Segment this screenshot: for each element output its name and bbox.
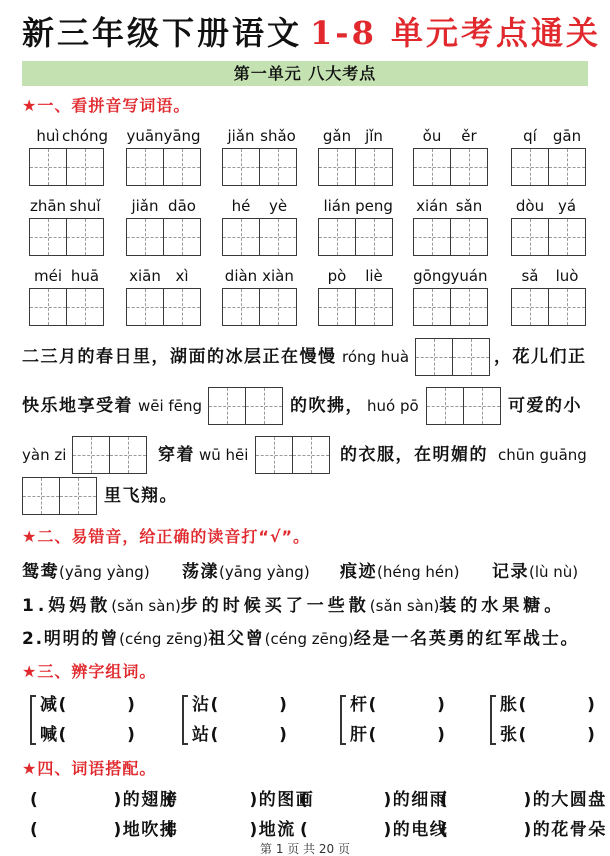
pinyin-syllable: liè <box>365 267 383 285</box>
pinyin-syllable: yuān <box>126 127 164 145</box>
writing-box-pair <box>415 338 490 376</box>
unit-banner: 第一单元 八大考点 <box>22 61 588 86</box>
bracket <box>30 695 36 745</box>
collocation-item: ( )地吹拂 <box>30 820 179 840</box>
writing-box <box>292 436 330 474</box>
passage-pinyin: chūn guāng <box>498 446 587 464</box>
passage-text: 穿着 <box>158 445 195 465</box>
passage-text: ，花儿们正 <box>494 347 587 367</box>
writing-box <box>548 218 586 256</box>
page-number: 第 1 页 共 20 页 <box>260 842 350 856</box>
writing-box <box>413 288 451 326</box>
writing-box <box>413 148 451 186</box>
pinyin-syllable: gōng <box>413 267 451 285</box>
pinyin-word-item <box>413 196 488 258</box>
word: 记录 <box>492 562 529 582</box>
pinyin-syllable: sǎn <box>455 197 483 215</box>
writing-box-pair <box>426 387 501 425</box>
word-group-item: 喊( ) <box>40 725 137 745</box>
pinyin-options: (céng zēng) <box>264 630 354 648</box>
pinyin-syllable: sǎ <box>521 267 539 285</box>
collocation-item: ( )的电线 <box>300 820 449 840</box>
collocation-item: ( )的大圆盘 <box>440 790 607 810</box>
pinyin-syllable: ǒu <box>422 127 442 145</box>
section-2-heading: ★二、易错音，给正确的读音打“√”。 <box>22 527 311 546</box>
pinyin-options: (yāng yàng) <box>59 563 150 581</box>
writing-box <box>163 148 201 186</box>
pinyin-syllable: yuán <box>450 267 488 285</box>
writing-box <box>109 436 147 474</box>
collocation-item: ( )地流 <box>166 820 296 840</box>
passage-pinyin: yàn zi <box>22 446 67 464</box>
writing-box <box>66 148 104 186</box>
pinyin-options: (sǎn sàn) <box>369 597 440 615</box>
writing-box <box>29 148 67 186</box>
pinyin-options: (héng hén) <box>377 563 460 581</box>
pinyin-syllable: gān <box>552 127 582 145</box>
pinyin-word-item <box>511 196 586 258</box>
pinyin-syllable: jiǎn <box>227 127 255 145</box>
sentence-text: 步的时候买了一些散 <box>180 596 370 616</box>
pinyin-word-item <box>511 266 586 328</box>
word-group-item: 胀( ) <box>500 695 597 715</box>
pinyin-syllable: shuǐ <box>69 197 101 215</box>
pinyin-syllable: pò <box>327 267 347 285</box>
writing-box <box>413 218 451 256</box>
pinyin-word-item <box>222 126 297 188</box>
sentence-text: 2.明明的曾 <box>22 629 120 649</box>
pinyin-syllable: xì <box>175 267 189 285</box>
sentence-text: 经是一名英勇的红军战士。 <box>353 629 580 649</box>
writing-box <box>548 148 586 186</box>
passage-text: 二三月的春日里，湖面的冰层正在慢慢 <box>22 347 337 367</box>
sentence-text: 祖父曾 <box>208 629 265 649</box>
writing-box <box>355 148 393 186</box>
pronunciation-item <box>182 561 310 583</box>
passage-text: 的吹拂， <box>290 396 364 416</box>
pinyin-word-item <box>126 126 201 188</box>
writing-box <box>259 148 297 186</box>
writing-box <box>426 387 464 425</box>
writing-box <box>511 288 549 326</box>
section-3-heading: ★三、辨字组词。 <box>22 662 157 681</box>
writing-box-pair <box>208 387 283 425</box>
pinyin-syllable: diàn <box>224 267 258 285</box>
pinyin-word-item <box>413 126 488 188</box>
sentence-text: 装的水果糖。 <box>439 596 566 616</box>
writing-box <box>163 218 201 256</box>
writing-box <box>66 288 104 326</box>
pinyin-options: (lù nù) <box>529 563 579 581</box>
writing-box <box>355 288 393 326</box>
pinyin-syllable: luò <box>555 267 579 285</box>
pinyin-options: (yāng yàng) <box>219 563 310 581</box>
passage-text: 可爱的小 <box>508 396 582 416</box>
writing-box <box>59 477 97 515</box>
pinyin-syllable: huì <box>36 127 60 145</box>
writing-box <box>255 436 293 474</box>
writing-box <box>450 148 488 186</box>
writing-box <box>66 218 104 256</box>
writing-box <box>452 338 490 376</box>
writing-box <box>259 218 297 256</box>
writing-box <box>318 288 356 326</box>
title-highlight: 1-8 单元考点通关 <box>310 14 601 52</box>
pronunciation-sentence-2 <box>22 628 579 650</box>
writing-box <box>29 288 67 326</box>
writing-box <box>415 338 453 376</box>
writing-box <box>548 288 586 326</box>
writing-box <box>450 288 488 326</box>
pronunciation-sentence-1 <box>22 595 565 617</box>
word-group-item: 站( ) <box>192 725 289 745</box>
writing-box <box>22 477 60 515</box>
passage-text: 快乐地享受着 <box>22 396 133 416</box>
pinyin-word-item <box>318 196 393 258</box>
pronunciation-item <box>22 561 150 583</box>
pinyin-syllable: xiàn <box>262 267 294 285</box>
pinyin-options: (sǎn sàn) <box>111 597 181 615</box>
writing-box <box>259 288 297 326</box>
pinyin-word-item <box>413 266 488 328</box>
pinyin-syllable: yá <box>557 197 577 215</box>
writing-box <box>463 387 501 425</box>
pinyin-syllable: qí <box>523 127 537 145</box>
writing-box <box>222 218 260 256</box>
pinyin-syllable: xiān <box>129 267 161 285</box>
bracket <box>340 695 346 745</box>
pinyin-options: (céng zēng) <box>119 630 209 648</box>
passage-pinyin: róng huà <box>342 348 410 366</box>
pinyin-syllable: chóng <box>62 127 108 145</box>
writing-box <box>318 218 356 256</box>
word: 痕迹 <box>340 562 377 582</box>
bracket <box>182 695 188 745</box>
passage-pinyin: wū hēi <box>199 446 249 464</box>
writing-box <box>72 436 110 474</box>
word: 鸳鸯 <box>22 562 59 582</box>
writing-box <box>208 387 246 425</box>
writing-box <box>126 148 164 186</box>
section-1-heading: ★一、看拼音写词语。 <box>22 96 191 115</box>
writing-box <box>511 148 549 186</box>
page-title <box>22 10 601 56</box>
title-main: 新三年级下册语文 <box>22 14 303 52</box>
pinyin-word-item <box>29 126 108 188</box>
pinyin-syllable: dāo <box>168 197 196 215</box>
passage-pinyin: wēi fēng <box>138 397 202 415</box>
pinyin-word-item <box>222 196 297 258</box>
collocation-item: ( )的花骨朵 <box>440 820 607 840</box>
pinyin-syllable: peng <box>355 197 393 215</box>
pinyin-word-item <box>126 266 201 328</box>
section-4-heading: ★四、词语搭配。 <box>22 759 157 778</box>
pinyin-syllable: gǎn <box>322 127 352 145</box>
passage-pinyin: huó pō <box>367 397 419 415</box>
pinyin-syllable: xián <box>416 197 448 215</box>
writing-box <box>355 218 393 256</box>
writing-box-pair <box>255 436 330 474</box>
passage-text: 里飞翔。 <box>104 486 178 506</box>
pronunciation-item <box>492 561 578 583</box>
pinyin-syllable: yāng <box>163 127 201 145</box>
writing-box <box>126 218 164 256</box>
pinyin-syllable: yè <box>268 197 288 215</box>
collocation-item: ( )的翅膀 <box>30 790 179 810</box>
word-group-item: 沾( ) <box>192 695 289 715</box>
pinyin-syllable: jǐn <box>365 127 383 145</box>
pinyin-syllable: hé <box>231 197 251 215</box>
bracket <box>490 695 496 745</box>
word: 荡漾 <box>182 562 219 582</box>
collocation-item: ( )的细雨 <box>300 790 449 810</box>
word-group-item: 减( ) <box>40 695 137 715</box>
writing-box-pair <box>72 436 147 474</box>
pinyin-word-item <box>318 266 393 328</box>
pinyin-word-item <box>126 196 201 258</box>
pinyin-syllable: huā <box>70 267 100 285</box>
writing-box <box>245 387 283 425</box>
writing-box <box>126 288 164 326</box>
passage-text: 的衣服，在明媚的 <box>340 445 488 465</box>
pinyin-word-item <box>29 196 104 258</box>
sentence-text: 1.妈妈散 <box>22 596 112 616</box>
pinyin-word-item <box>511 126 586 188</box>
word-group-item: 肝( ) <box>350 725 447 745</box>
writing-box <box>222 288 260 326</box>
pinyin-syllable: dòu <box>515 197 545 215</box>
pinyin-syllable: shǎo <box>260 127 296 145</box>
writing-box <box>450 218 488 256</box>
writing-box <box>29 218 67 256</box>
pinyin-word-item <box>318 126 393 188</box>
writing-box <box>511 218 549 256</box>
word-group-item: 张( ) <box>500 725 597 745</box>
collocation-item: ( )的图画 <box>166 790 315 810</box>
pinyin-syllable: zhān <box>29 197 67 215</box>
pinyin-syllable: jiǎn <box>131 197 159 215</box>
pinyin-word-item <box>222 266 297 328</box>
writing-box <box>222 148 260 186</box>
writing-box-pair <box>22 477 97 515</box>
pinyin-syllable: méi <box>33 267 62 285</box>
writing-box <box>318 148 356 186</box>
writing-box <box>163 288 201 326</box>
pinyin-word-item <box>29 266 104 328</box>
pinyin-syllable: ěr <box>461 127 477 145</box>
pronunciation-item <box>340 561 459 583</box>
pinyin-syllable: lián <box>323 197 351 215</box>
word-group-item: 杆( ) <box>350 695 447 715</box>
